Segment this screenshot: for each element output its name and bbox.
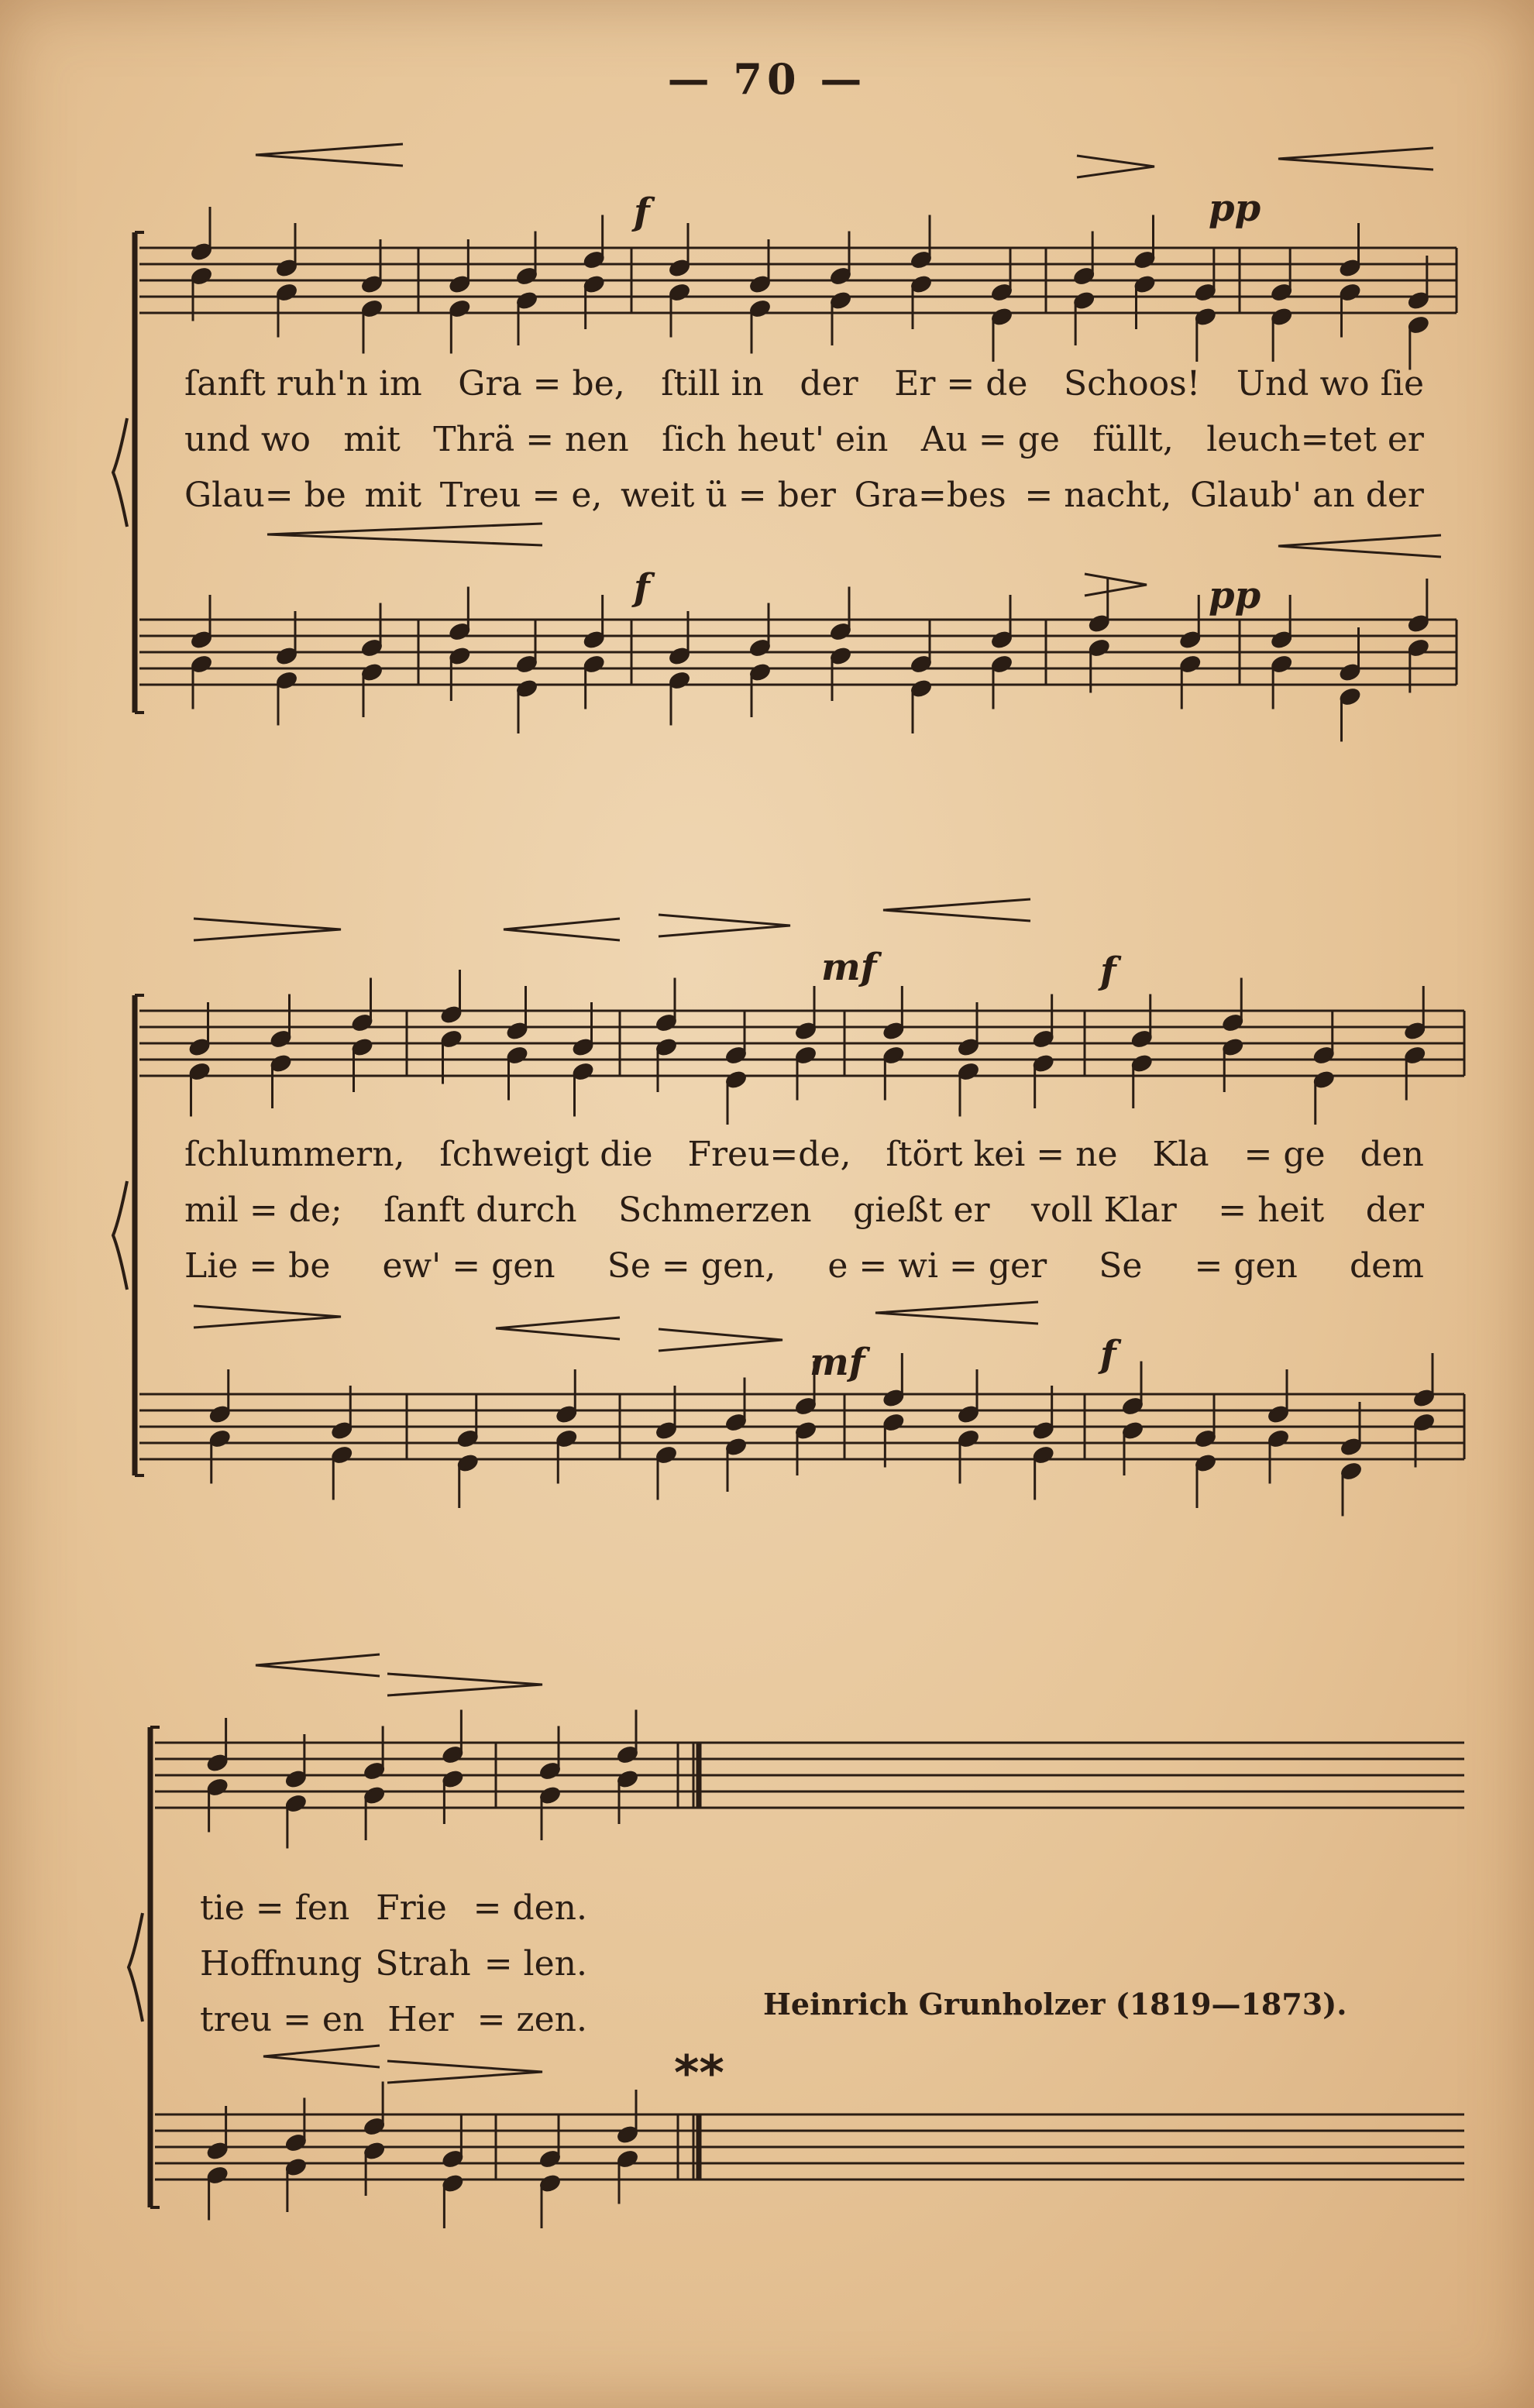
lyric-syllable: Her [387,2000,454,2039]
lyric-syllable: füllt, [1092,420,1174,459]
lyric-syllable: ſtill in [661,364,764,404]
lyric-line [184,468,1424,524]
lyric-syllable: Se = gen, [607,1246,776,1286]
lyric-syllable: Gra=bes [854,476,1006,515]
lyric-syllable: Gra = be, [458,364,625,404]
lyric-syllable: = den. [473,1888,587,1928]
dynamic-marking: f [1100,1333,1116,1376]
lyric-syllable: voll Klar [1031,1190,1177,1230]
lyric-syllable: mit [364,476,422,515]
decrescendo-hairpin [387,1674,542,1695]
lyric-syllable: Hoffnung [200,1944,363,1984]
lyric-syllable: weit ü = ber [621,476,836,515]
crescendo-hairpin [256,1654,380,1676]
lyric-syllable: e = wi = ger [827,1246,1047,1286]
decrescendo-hairpin [1085,574,1147,596]
lyric-syllable: ſtört kei = ne [886,1135,1118,1174]
asterisk-separator: ** [674,2045,724,2101]
lyric-line [200,1881,587,1936]
lyric-line [184,356,1424,412]
lyric-syllable: = gen [1194,1246,1298,1286]
lyric-syllable: und wo [184,420,311,459]
lyric-syllable: Kla [1152,1135,1209,1174]
dynamic-marking: pp [1209,574,1261,617]
composer-attribution: Heinrich Grunholzer (1819—1873). [763,1987,1347,2022]
dynamic-marking: f [634,566,650,610]
crescendo-hairpin [883,899,1030,921]
lyric-line [184,412,1424,468]
lyric-syllable: Lie = be [184,1246,331,1286]
lyric-syllable: mil = de; [184,1190,342,1230]
lyric-syllable: Treu = e, [439,476,603,515]
lyric-syllable: Strah [375,1944,471,1984]
system-brace [129,1913,143,2022]
decrescendo-hairpin [194,1306,341,1328]
decrescendo-hairpin [1077,156,1154,177]
system-brace [113,418,127,527]
crescendo-hairpin [263,2046,380,2067]
dynamic-marking: mf [821,946,877,989]
lyric-line [184,1183,1424,1238]
decrescendo-hairpin [659,1329,782,1351]
lyric-syllable: treu = en [200,2000,365,2039]
lyric-syllable: = ge [1243,1135,1326,1174]
lyric-line [184,1238,1424,1294]
dynamic-marking: pp [1209,187,1261,230]
crescendo-hairpin [267,524,542,545]
lyric-syllable: Thrä = nen [433,420,629,459]
dynamic-marking: f [634,191,650,234]
lyric-syllable: Er = de [894,364,1028,404]
lyric-syllable: ſich heut' ein [662,420,889,459]
lyrics-system-3 [200,1881,587,2048]
lyric-syllable: Schoos! [1063,364,1201,404]
decrescendo-hairpin [659,915,790,936]
lyric-syllable: dem [1349,1246,1424,1286]
crescendo-hairpin [1278,148,1433,170]
dynamic-marking: mf [810,1341,865,1384]
lyric-syllable: Au = ge [920,420,1060,459]
lyric-syllable: Freu=de, [687,1135,851,1174]
lyric-syllable: Frie [376,1888,447,1928]
crescendo-hairpin [496,1317,620,1339]
lyric-syllable: Glaub' an der [1190,476,1424,515]
lyric-syllable: Schmerzen [618,1190,812,1230]
lyric-syllable: = zen. [476,2000,587,2039]
lyric-syllable: leuch=tet er [1206,420,1424,459]
system-brace [113,1181,127,1290]
lyric-syllable: ſanft durch [384,1190,577,1230]
lyric-syllable: tie = fen [200,1888,350,1928]
decrescendo-hairpin [194,919,341,940]
lyric-syllable: ſchlummern, [184,1135,405,1174]
lyric-line [184,1127,1424,1183]
lyric-syllable: ſchweigt die [439,1135,653,1174]
lyric-syllable: = len. [483,1944,587,1984]
crescendo-hairpin [875,1302,1038,1324]
lyric-syllable: ew' = gen [382,1246,555,1286]
lyric-syllable: gießt er [853,1190,990,1230]
lyrics-system-1 [184,356,1424,524]
lyrics-system-2 [184,1127,1424,1294]
lyric-syllable: Und wo ſie [1236,364,1424,404]
lyric-syllable: der [1365,1190,1424,1230]
lyric-syllable: den [1360,1135,1424,1174]
lyric-syllable: Se [1099,1246,1143,1286]
decrescendo-hairpin [387,2061,542,2083]
page-number: — 70 — [667,54,867,104]
crescendo-hairpin [256,144,403,166]
lyric-syllable: der [800,364,858,404]
lyric-line [200,1992,587,2048]
lyric-syllable: = heit [1218,1190,1325,1230]
lyric-line [200,1936,587,1992]
lyric-syllable: = nacht, [1024,476,1172,515]
lyric-syllable: mit [343,420,401,459]
lyric-syllable: ſanft ruh'n im [184,364,422,404]
crescendo-hairpin [504,919,620,940]
dynamic-marking: f [1100,950,1116,993]
crescendo-hairpin [1278,535,1441,557]
lyric-syllable: Glau= be [184,476,346,515]
